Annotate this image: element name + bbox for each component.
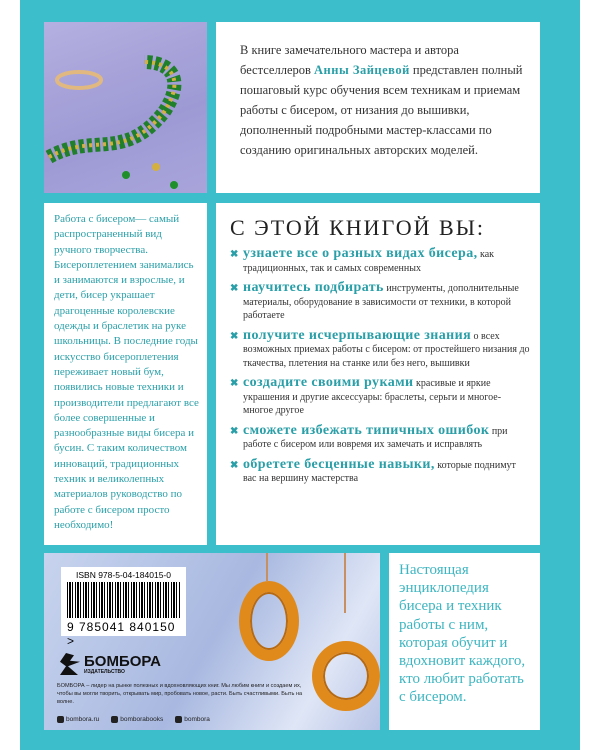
benefit-item: ✖ получите исчерпывающие знания о всех возможных приемах работы с бисером: от простейшего низания до ткачества, плетения на станке или без него, вышивки xyxy=(230,327,530,369)
benefits-title: С ЭТОЙ КНИГОЙ ВЫ: xyxy=(230,215,485,240)
social-vk[interactable]: bomborabooks xyxy=(111,716,163,724)
globe-icon xyxy=(57,716,64,723)
bullet-icon: ✖ xyxy=(230,459,239,471)
publisher-description: БОМБОРА – лидер на рынке полезных и вдохновляющих книг. Мы любим книги и создаем их, чтобы вы могли творить, открывать мир, пробовать новое, расти. Быть счастливыми. Быть на волне. xyxy=(57,683,303,705)
author-name: Анны Зайцевой xyxy=(314,63,410,77)
bracelet-illustration xyxy=(44,22,207,193)
description-text: Работа с бисером— самый распространенный вид ручного творчества. Бисероплетением занимались и занимаются и взрослые, и дети, бисер украшает драгоценные королевские одежды и браслетик на руке школьницы. В последние годы искусство бисероплетения переживает новый бум, появились новые техники и производители предлагают все более совершенные и разнообразные виды бисера и бусин. С таким количеством инноваций, традиционных техник и великолепных материалов руководство по работе с бисером просто необходимо! xyxy=(44,203,207,545)
bullet-icon: ✖ xyxy=(230,378,239,389)
barcode xyxy=(61,567,186,648)
summary-text: Настоящая энциклопедия бисера и техник работы с ним, которая обучит и вдохновит каждого, кто любит работать с бисером. xyxy=(389,553,540,730)
earring-left xyxy=(239,581,299,661)
telegram-icon xyxy=(175,716,182,723)
barcode-bars xyxy=(67,582,180,618)
social-links xyxy=(57,716,210,724)
intro-text: В книге замечательного мастера и автора бестселлеров Анны Зайцевой представлен полный пошаговый курс обучения всем техникам и приемам работы с бисером, от низания до вышивки, дополненный подробными мастер-классами по созданию оригинальных авторских моделей. xyxy=(216,22,540,193)
social-telegram[interactable]: bombora xyxy=(175,716,210,724)
earring-chain xyxy=(344,553,346,613)
bullet-icon: ✖ xyxy=(230,249,239,260)
earrings-photo xyxy=(44,553,380,730)
publisher-logo: БОМБОРА ИЗДАТЕЛЬСТВО xyxy=(60,653,161,675)
benefit-item: ✖ обретете бесценные навыки, которые поднимут вас на вершину мастерства xyxy=(230,456,516,484)
vk-icon xyxy=(111,716,118,723)
benefit-item: ✖ сможете избежать типичных ошибок при работе с бисером или вовремя их замечать и исправлять xyxy=(230,422,508,450)
benefit-item: ✖ научитесь подбирать инструменты, дополнительные материалы, оборудование в зависимости от техники, в которой работаете xyxy=(230,280,519,321)
bullet-icon: ✖ xyxy=(230,283,239,294)
isbn: ISBN 978-5-04-184015-0 xyxy=(76,570,171,580)
benefit-item: ✖ узнаете все о разных видах бисера, как традиционных, так и самых современных xyxy=(230,246,495,274)
logo-icon xyxy=(60,653,80,675)
bracelet-photo xyxy=(44,22,207,193)
bullet-icon: ✖ xyxy=(230,330,239,342)
social-site[interactable]: bombora.ru xyxy=(57,716,99,724)
earring-hook xyxy=(266,553,268,581)
barcode-number: 9 785041 840150 > xyxy=(67,620,176,648)
bullet-icon: ✖ xyxy=(230,425,239,437)
benefits-box xyxy=(216,203,540,545)
earring-right xyxy=(312,641,380,711)
benefit-item: ✖ создадите своими руками красивые и яркие украшения и другие аксессуары: браслеты, серьги и многое-многое другое xyxy=(230,375,502,416)
